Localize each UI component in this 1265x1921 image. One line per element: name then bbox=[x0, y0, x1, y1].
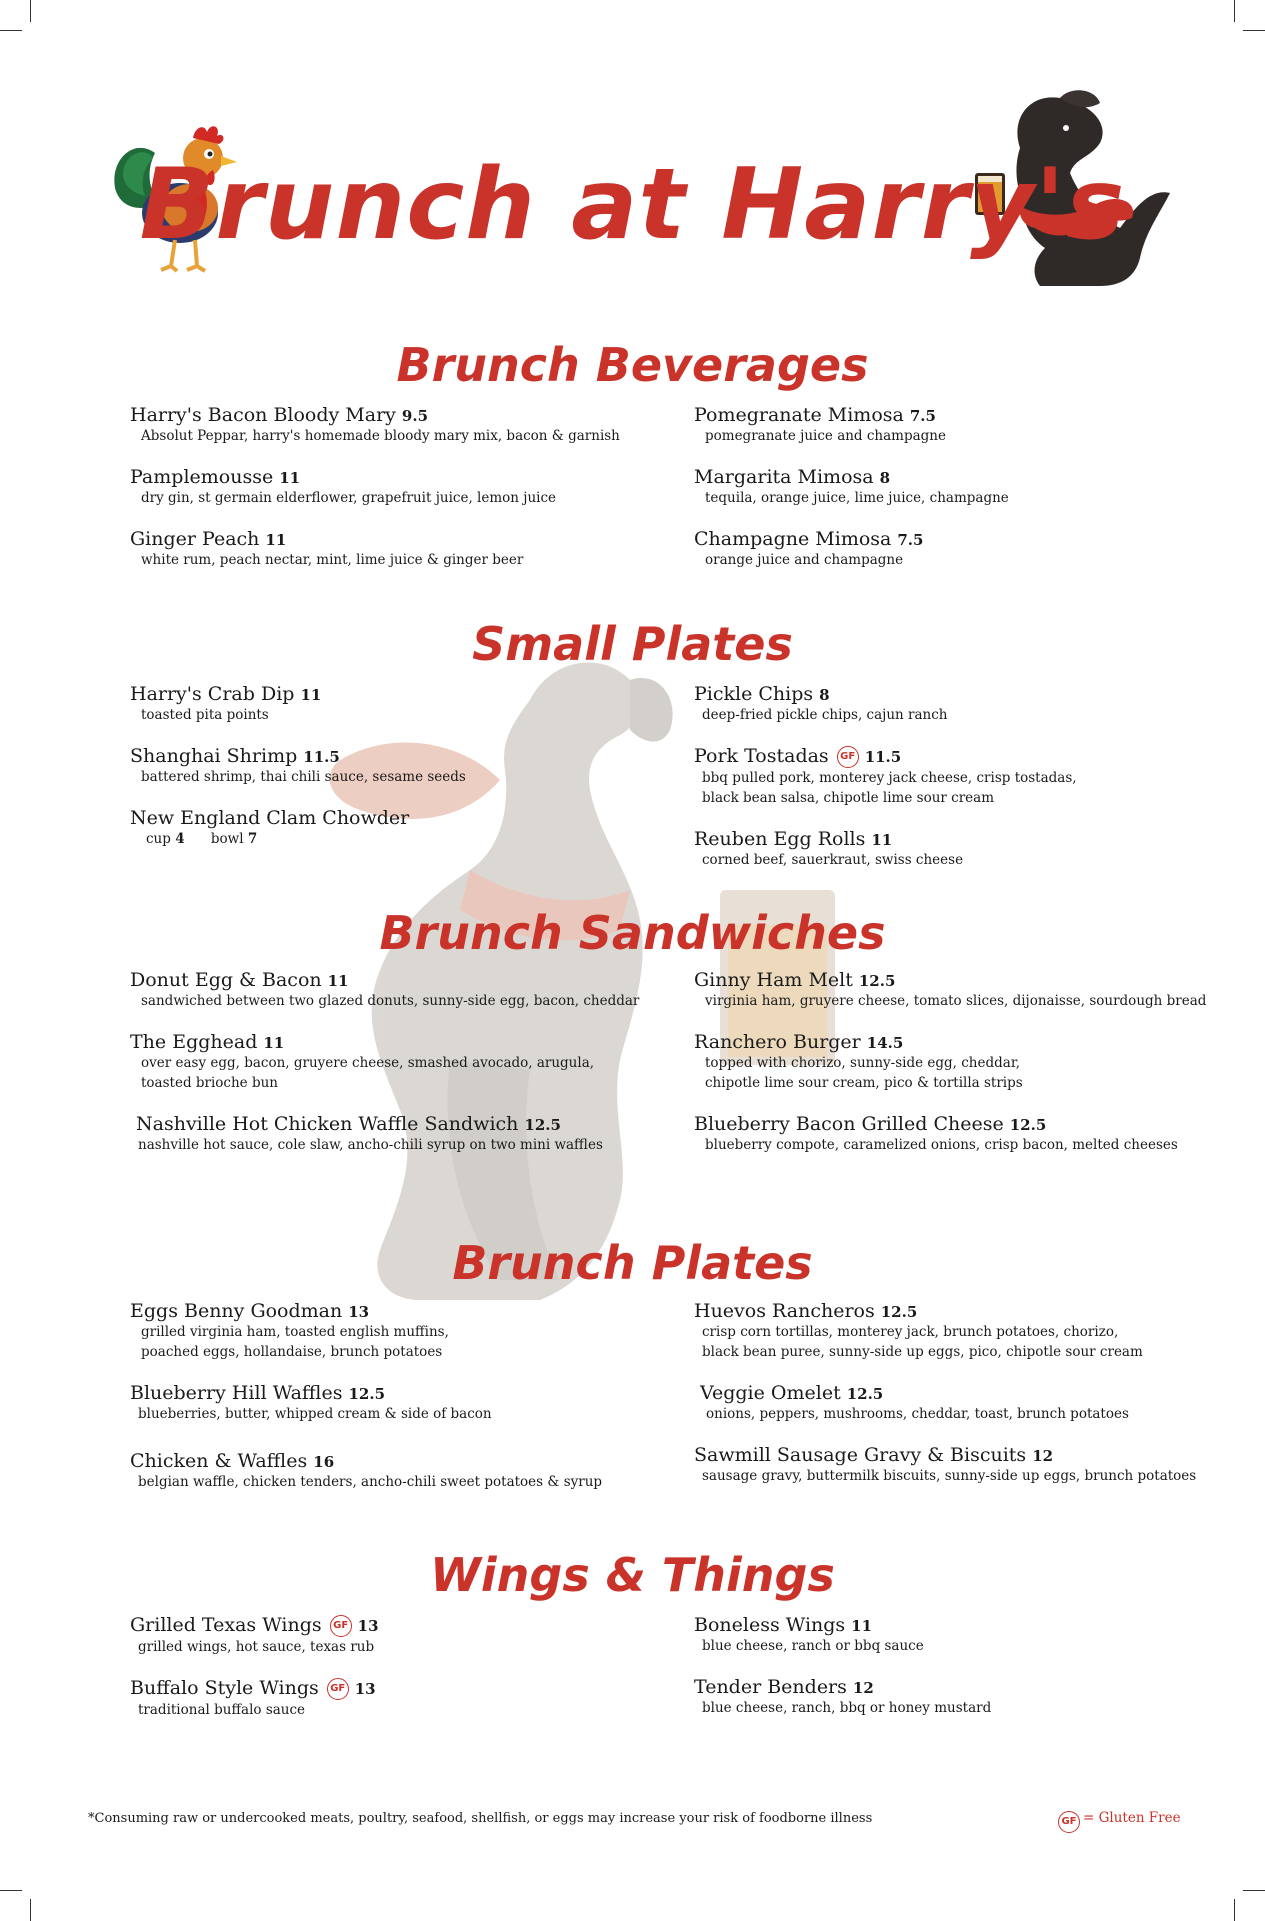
item-name: Pickle Chips bbox=[694, 683, 814, 705]
item-description: belgian waffle, chicken tenders, ancho-chili sweet potatoes & syrup bbox=[138, 1474, 603, 1490]
item-description: topped with chorizo, sunny-side egg, cheddar, bbox=[705, 1055, 1021, 1071]
item-description: grilled virginia ham, toasted english muffins, bbox=[141, 1324, 449, 1340]
item-price: 12 bbox=[1032, 1447, 1054, 1465]
crop-mark bbox=[0, 1890, 22, 1891]
menu-title: Brunch at Harry's bbox=[139, 148, 1126, 262]
item-name: Grilled Texas Wings bbox=[130, 1614, 322, 1636]
menu-item bbox=[130, 683, 710, 725]
menu-item bbox=[694, 466, 1265, 508]
menu-item bbox=[130, 1113, 710, 1155]
menu-item bbox=[130, 1031, 710, 1093]
item-price: 12.5 bbox=[1009, 1116, 1047, 1134]
brunch-plates-left-column bbox=[130, 1300, 710, 1492]
item-price: 7.5 bbox=[909, 407, 936, 425]
menu-item bbox=[694, 745, 1265, 808]
item-description: sausage gravy, buttermilk biscuits, sunny-side up eggs, brunch potatoes bbox=[702, 1468, 1197, 1484]
item-description: toasted brioche bun bbox=[141, 1075, 278, 1091]
wings-left-column bbox=[130, 1614, 710, 1720]
item-description: pomegranate juice and champagne bbox=[705, 428, 946, 444]
section-title-beverages: Brunch Beverages bbox=[396, 338, 869, 392]
item-description: poached eggs, hollandaise, brunch potatoes bbox=[141, 1344, 443, 1360]
item-name: Chicken & Waffles bbox=[130, 1450, 308, 1472]
item-price: 11 bbox=[279, 469, 301, 487]
menu-item bbox=[694, 683, 1265, 725]
item-name: Ginger Peach bbox=[130, 528, 260, 550]
item-name: Shanghai Shrimp bbox=[130, 745, 298, 767]
item-description: virginia ham, gruyere cheese, tomato slices, dijonaisse, sourdough bread bbox=[705, 993, 1207, 1009]
item-description: over easy egg, bacon, gruyere cheese, smashed avocado, arugula, bbox=[141, 1055, 595, 1071]
menu-item bbox=[694, 1444, 1265, 1486]
crop-mark bbox=[30, 0, 31, 22]
item-name: Donut Egg & Bacon bbox=[130, 969, 322, 991]
crop-mark bbox=[1234, 1899, 1235, 1921]
sandwiches-right-column bbox=[694, 969, 1265, 1155]
item-price: 12.5 bbox=[880, 1303, 918, 1321]
menu-item bbox=[694, 1113, 1265, 1155]
item-description: blue cheese, ranch, bbq or honey mustard bbox=[702, 1700, 992, 1716]
item-name: Margarita Mimosa bbox=[694, 466, 874, 488]
item-name: Sawmill Sausage Gravy & Biscuits bbox=[694, 1444, 1027, 1466]
section-title-wings: Wings & Things bbox=[430, 1548, 835, 1602]
item-description: black bean puree, sunny-side up eggs, pico, chipotle sour cream bbox=[702, 1344, 1143, 1360]
crop-mark bbox=[1243, 30, 1265, 31]
item-name: Reuben Egg Rolls bbox=[694, 828, 866, 850]
item-price: 11 bbox=[263, 1034, 285, 1052]
item-description: nashville hot sauce, cole slaw, ancho-chili syrup on two mini waffles bbox=[138, 1137, 603, 1153]
gluten-free-icon: GF bbox=[837, 746, 859, 768]
menu-item bbox=[694, 1300, 1265, 1362]
beverages-left-column bbox=[130, 404, 710, 570]
menu-item bbox=[694, 969, 1265, 1011]
item-price: 8 bbox=[819, 686, 830, 704]
item-price: 12.5 bbox=[348, 1385, 386, 1403]
menu-item bbox=[130, 1677, 710, 1720]
item-price: 11 bbox=[851, 1617, 873, 1635]
item-name: Ginny Ham Melt bbox=[694, 969, 853, 991]
menu-item bbox=[694, 828, 1265, 870]
item-description: crisp corn tortillas, monterey jack, brunch potatoes, chorizo, bbox=[702, 1324, 1119, 1340]
gluten-free-icon: GF bbox=[327, 1678, 349, 1700]
item-price: 8 bbox=[879, 469, 891, 487]
menu-item bbox=[694, 1676, 1265, 1718]
item-name: Tender Benders bbox=[694, 1676, 847, 1698]
crop-mark bbox=[0, 30, 22, 31]
item-name: Champagne Mimosa bbox=[694, 528, 892, 550]
item-name: Huevos Rancheros bbox=[694, 1300, 875, 1322]
item-description: black bean salsa, chipotle lime sour cream bbox=[702, 790, 994, 806]
item-name: Pamplemousse bbox=[130, 466, 274, 488]
item-name: Blueberry Hill Waffles bbox=[130, 1382, 343, 1404]
item-description: blueberries, butter, whipped cream & side of bacon bbox=[138, 1406, 492, 1422]
item-price: 11.5 bbox=[303, 748, 340, 766]
small-plates-right-column bbox=[694, 683, 1265, 870]
menu-item bbox=[130, 807, 710, 849]
item-price: 12.5 bbox=[846, 1385, 884, 1403]
item-name: New England Clam Chowder bbox=[130, 807, 410, 829]
small-plates-left-column bbox=[130, 683, 710, 849]
section-title-small-plates: Small Plates bbox=[472, 617, 793, 671]
item-name: The Egghead bbox=[130, 1031, 258, 1053]
item-description: orange juice and champagne bbox=[705, 552, 904, 568]
menu-item bbox=[694, 1031, 1265, 1093]
item-name: Ranchero Burger bbox=[694, 1031, 861, 1053]
item-price: 13 bbox=[357, 1617, 379, 1635]
item-price: 11 bbox=[265, 531, 287, 549]
item-price: 13 bbox=[348, 1303, 370, 1321]
gluten-free-legend bbox=[1058, 1810, 1181, 1833]
item-name: Buffalo Style Wings bbox=[130, 1677, 319, 1699]
item-price: 11.5 bbox=[864, 748, 902, 766]
item-description: deep-fried pickle chips, cajun ranch bbox=[702, 707, 948, 723]
section-title-sandwiches: Brunch Sandwiches bbox=[379, 906, 886, 960]
item-price: 14.5 bbox=[866, 1034, 904, 1052]
item-price: 12.5 bbox=[858, 972, 896, 990]
crop-mark bbox=[1234, 0, 1235, 22]
bowl-label: bowl bbox=[210, 831, 244, 847]
item-description: bbq pulled pork, monterey jack cheese, crisp tostadas, bbox=[702, 770, 1077, 786]
item-price: 9.5 bbox=[401, 407, 429, 425]
item-description: onions, peppers, mushrooms, cheddar, toast, brunch potatoes bbox=[706, 1406, 1129, 1422]
item-price: 11 bbox=[327, 972, 349, 990]
menu-item bbox=[130, 1382, 710, 1424]
sandwiches-left-column bbox=[130, 969, 710, 1155]
item-name: Eggs Benny Goodman bbox=[130, 1300, 343, 1322]
food-safety-disclaimer: *Consuming raw or undercooked meats, poultry, seafood, shellfish, or eggs may increase your risk of foodborne illness bbox=[88, 1811, 873, 1826]
beverages-right-column bbox=[694, 404, 1265, 570]
item-sizes bbox=[130, 829, 710, 849]
item-price: 13 bbox=[354, 1680, 376, 1698]
menu-item bbox=[130, 1300, 710, 1362]
menu-item bbox=[694, 1614, 1265, 1656]
item-description: white rum, peach nectar, mint, lime juice & ginger beer bbox=[141, 552, 524, 568]
crop-mark bbox=[1243, 1890, 1265, 1891]
menu-item bbox=[130, 466, 710, 508]
item-description: toasted pita points bbox=[141, 707, 269, 723]
item-price: 12 bbox=[852, 1679, 874, 1697]
item-description: traditional buffalo sauce bbox=[138, 1702, 306, 1718]
cup-price: 4 bbox=[175, 831, 185, 847]
item-price: 16 bbox=[313, 1453, 335, 1471]
gluten-free-icon: GF bbox=[1058, 1811, 1080, 1833]
menu-item bbox=[130, 969, 710, 1011]
item-price: 7.5 bbox=[897, 531, 924, 549]
item-description: tequila, orange juice, lime juice, champagne bbox=[705, 490, 1009, 506]
menu-item bbox=[694, 1382, 1265, 1424]
crop-mark bbox=[30, 1899, 31, 1921]
menu-item bbox=[130, 404, 710, 446]
item-description: sandwiched between two glazed donuts, sunny-side egg, bacon, cheddar bbox=[141, 993, 640, 1009]
item-price: 12.5 bbox=[524, 1116, 561, 1134]
item-name: Pomegranate Mimosa bbox=[694, 404, 904, 426]
item-description: blueberry compote, caramelized onions, crisp bacon, melted cheeses bbox=[705, 1137, 1178, 1153]
item-description: dry gin, st germain elderflower, grapefruit juice, lemon juice bbox=[141, 490, 557, 506]
item-description: battered shrimp, thai chili sauce, sesame seeds bbox=[141, 769, 466, 785]
item-name: Pork Tostadas bbox=[694, 745, 829, 767]
menu-item bbox=[130, 1450, 710, 1492]
cup-label: cup bbox=[146, 831, 171, 847]
item-description: corned beef, sauerkraut, swiss cheese bbox=[702, 852, 964, 868]
menu-item bbox=[130, 528, 710, 570]
menu-item bbox=[130, 745, 710, 787]
item-price: 11 bbox=[871, 831, 893, 849]
item-name: Harry's Crab Dip bbox=[130, 683, 295, 705]
bowl-price: 7 bbox=[247, 831, 258, 847]
menu-item bbox=[694, 528, 1265, 570]
item-name: Veggie Omelet bbox=[700, 1382, 841, 1404]
item-name: Nashville Hot Chicken Waffle Sandwich bbox=[136, 1113, 519, 1135]
item-price: 11 bbox=[300, 686, 322, 704]
gluten-free-legend-label: = Gluten Free bbox=[1083, 1810, 1181, 1826]
menu-item bbox=[130, 1614, 710, 1657]
section-title-brunch-plates: Brunch Plates bbox=[452, 1236, 813, 1290]
item-description: Absolut Peppar, harry's homemade bloody mary mix, bacon & garnish bbox=[141, 428, 620, 444]
item-name: Harry's Bacon Bloody Mary bbox=[130, 404, 396, 426]
item-description: grilled wings, hot sauce, texas rub bbox=[138, 1639, 375, 1655]
item-name: Blueberry Bacon Grilled Cheese bbox=[694, 1113, 1004, 1135]
brunch-plates-right-column bbox=[694, 1300, 1265, 1486]
item-name: Boneless Wings bbox=[694, 1614, 846, 1636]
menu-item bbox=[694, 404, 1265, 446]
gluten-free-icon: GF bbox=[330, 1615, 352, 1637]
item-description: blue cheese, ranch or bbq sauce bbox=[702, 1638, 924, 1654]
wings-right-column bbox=[694, 1614, 1265, 1718]
item-description: chipotle lime sour cream, pico & tortilla strips bbox=[705, 1075, 1023, 1091]
